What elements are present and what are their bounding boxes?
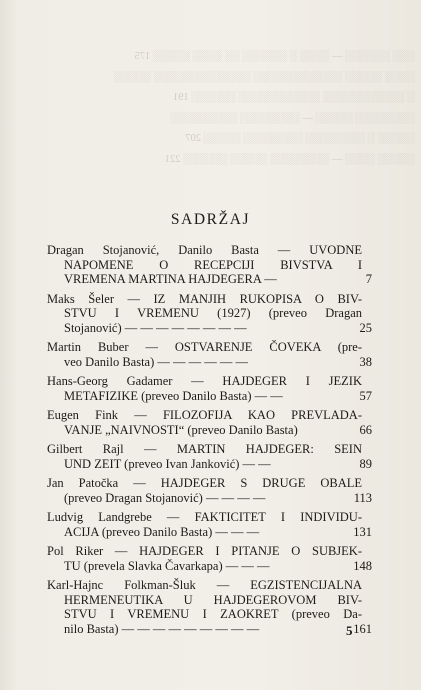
toc-entry-line: Ludvig Landgrebe — FAKTICITET I INDIVIDU- bbox=[47, 510, 362, 524]
toc-entry bbox=[47, 578, 372, 636]
toc-page-number: 7 bbox=[365, 272, 372, 286]
toc-entry bbox=[47, 408, 372, 437]
toc-entry bbox=[47, 243, 372, 287]
toc-page-number: 66 bbox=[359, 422, 372, 437]
toc-entry-line: Eugen Fink — FILOZOFIJA KAO PREVLADA- bbox=[47, 408, 362, 422]
toc-entry-line: ACIJA (preveo Danilo Basta) — — — bbox=[64, 524, 260, 539]
table-of-contents bbox=[47, 243, 372, 641]
toc-entry bbox=[47, 340, 372, 369]
toc-heading: SADRŽAJ bbox=[170, 211, 251, 228]
toc-entry-line: Karl-Hajnc Folkman-Šluk — EGZISTENCIJALNA bbox=[47, 578, 362, 592]
toc-entry-line: Dragan Stojanović, Danilo Basta — UVODNE bbox=[47, 243, 362, 257]
toc-page-number: 57 bbox=[359, 388, 372, 403]
toc-page-number: 148 bbox=[353, 558, 372, 573]
toc-entry-line: Stojanović) — — — — — — — — bbox=[64, 320, 247, 335]
toc-entry-line: METAFIZIKE (preveo Danilo Basta) — — bbox=[64, 388, 283, 403]
toc-entry bbox=[47, 291, 372, 336]
toc-entry-line: nilo Basta) — — — — — — — — — bbox=[64, 621, 260, 636]
show-through-text: ░░░ ░░░░░░ — ░░░░ ░ ░░░░░░ ░░ ░░░░ ░░░░░ 175 ░░░░ ░░░░░ ░░░░░░░░░░░░ ░░░░░░░░░░░░░ ░░░░░ ░ ░░░░░░░░░░░ ░░░░░░░░░░░ ░░░░░░ 191 ░░░░░░░░ ░░░░░ — ░░░░░░░░ ░░░░░░░░░ ░░░░░ ░ ░░░░░░░░ ░░░░░░░░ ░░░░░ 207 ░░░░░ ░░░░ — ░░░░░░░░ ░░░░░ ░░░░░░ 221 bbox=[114, 51, 415, 165]
toc-entry bbox=[47, 374, 372, 403]
toc-page-number: 131 bbox=[353, 524, 372, 539]
toc-entry bbox=[47, 510, 372, 539]
toc-page-number: 113 bbox=[353, 490, 372, 505]
toc-entry bbox=[47, 442, 372, 471]
toc-entry-line: UND ZEIT (preveo Ivan Janković) — — bbox=[64, 456, 271, 471]
toc-entry-line: Martin Buber — OSTVARENJE ČOVEKA (pre- bbox=[47, 340, 362, 354]
toc-entry-line: Hans-Georg Gadamer — HAJDEGER I JEZIK bbox=[47, 374, 362, 388]
toc-entry-line: NAPOMENE O RECEPCIJI BIVSTVA I bbox=[64, 257, 362, 272]
toc-entry-line: HERMENEUTIKA U HAJDEGEROVOM BIV- bbox=[64, 592, 362, 607]
toc-entry-line: STVU I VREMENU (1927) (preveo Dragan bbox=[64, 306, 362, 320]
toc-entry-line: TU (prevela Slavka Čavarkapa) — — — bbox=[64, 558, 270, 573]
toc-entry-line: veo Danilo Basta) — — — — — — bbox=[64, 354, 249, 369]
toc-entry-line: VANJE „NAIVNOSTI“ (preveo Danilo Basta) bbox=[64, 422, 298, 437]
toc-entry-line: STVU I VREMENU I ZAOKRET (preveo Da- bbox=[64, 607, 362, 621]
toc-page-number: 161 bbox=[353, 621, 372, 636]
toc-entry-line: Jan Patočka — HAJDEGER S DRUGE OBALE bbox=[47, 476, 362, 490]
toc-entry-line: VREMENA MARTINA HAJDEGERA — bbox=[64, 272, 277, 286]
toc-page-number: 38 bbox=[359, 354, 372, 369]
toc-entry-line: Maks Šeler — IZ MANJIH RUKOPISA O BIV- bbox=[47, 291, 362, 306]
toc-entry-line: Pol Riker — HAJDEGER I PITANJE O SUBJEK- bbox=[47, 544, 362, 558]
toc-entry-line: (preveo Dragan Stojanović) — — — — bbox=[64, 490, 266, 505]
toc-page-number: 25 bbox=[359, 320, 372, 335]
toc-page-number: 89 bbox=[359, 456, 372, 471]
page-number: 5 bbox=[346, 623, 353, 638]
toc-entry bbox=[47, 476, 372, 505]
toc-entry bbox=[47, 544, 372, 573]
toc-entry-line: Gilbert Rajl — MARTIN HAJDEGER: SEIN bbox=[47, 442, 362, 456]
